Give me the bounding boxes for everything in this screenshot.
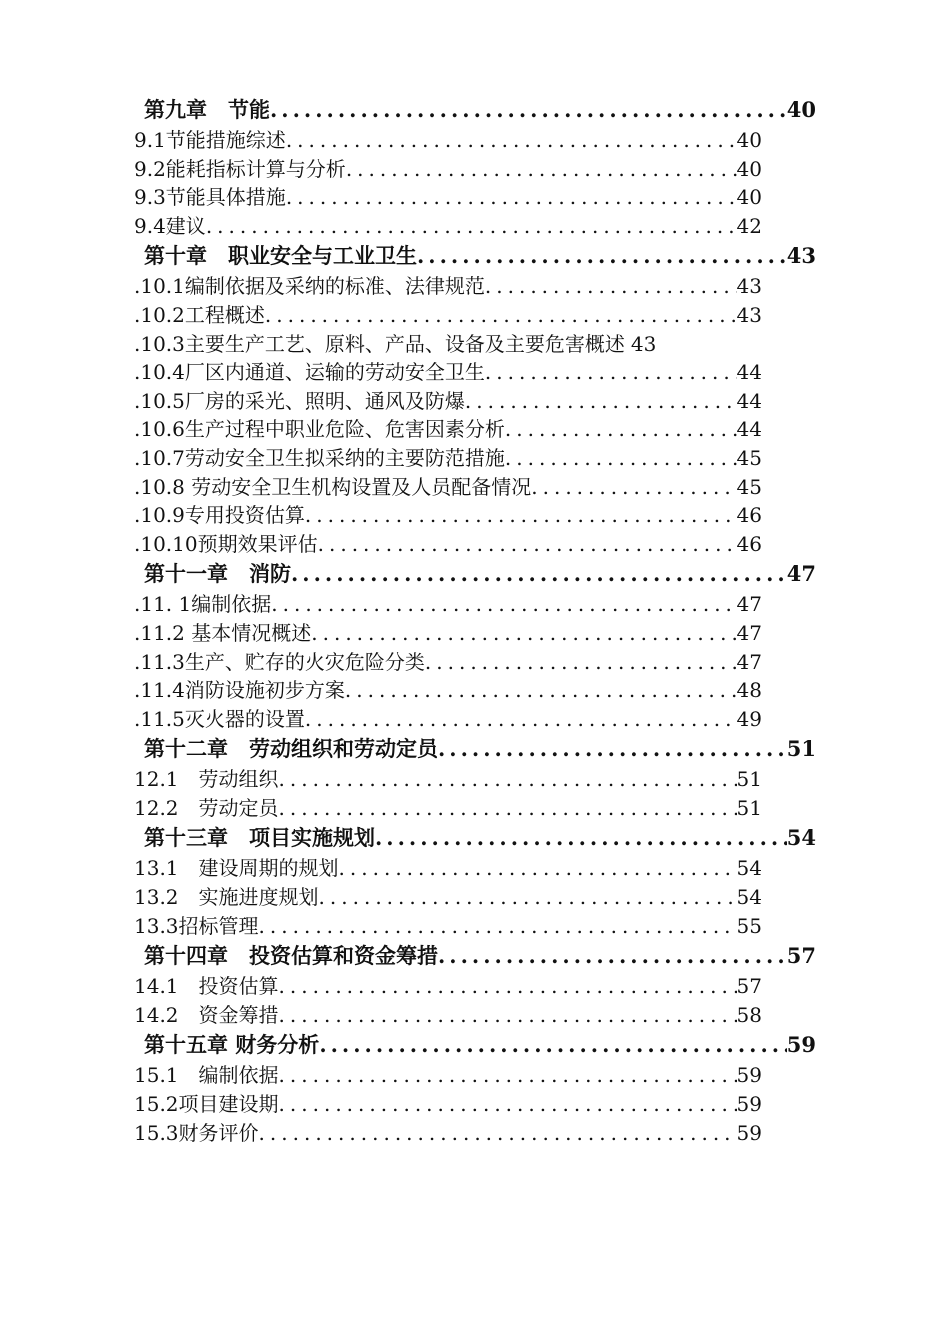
toc-page-number: 47 — [736, 620, 762, 645]
toc-dot-leader — [505, 415, 737, 444]
toc-dot-leader — [305, 501, 737, 530]
toc-section-entry[interactable] — [134, 330, 798, 359]
toc-section-entry[interactable] — [134, 676, 762, 705]
toc-dot-leader — [279, 1061, 737, 1090]
toc-chapter-entry[interactable] — [134, 733, 816, 765]
toc-dot-leader — [279, 972, 737, 1001]
toc-dot-leader — [438, 940, 787, 972]
toc-entry-label: .10.2工程概述 — [134, 302, 265, 327]
toc-dot-leader — [319, 1029, 786, 1061]
toc-entry-label: 15.1 编制依据 — [134, 1063, 279, 1088]
toc-dot-leader — [339, 854, 737, 883]
toc-section-entry[interactable] — [134, 883, 762, 912]
toc-page-number: 44 — [736, 360, 762, 385]
toc-entry-label: .11.5灭火器的设置 — [134, 706, 305, 731]
toc-section-entry[interactable] — [134, 301, 762, 330]
toc-dot-leader — [465, 387, 737, 416]
toc-page-number: 47 — [736, 592, 762, 617]
toc-page-number: 44 — [736, 417, 762, 442]
toc-section-entry[interactable] — [134, 126, 762, 155]
toc-page-number: 54 — [736, 885, 762, 910]
toc-page-number: 40 — [786, 97, 816, 122]
toc-section-entry[interactable] — [134, 212, 762, 241]
toc-page-number: 59 — [736, 1092, 762, 1117]
toc-section-entry[interactable] — [134, 415, 762, 444]
toc-entry-label: 9.3节能具体措施 — [134, 185, 286, 210]
toc-page-number: 40 — [736, 156, 762, 181]
toc-page-number: 46 — [736, 503, 762, 528]
toc-page-number: 55 — [736, 913, 762, 938]
toc-page-number: 46 — [736, 531, 762, 556]
toc-section-entry[interactable] — [134, 1061, 762, 1090]
toc-section-entry[interactable] — [134, 1090, 762, 1119]
toc-page-number: 43 — [786, 243, 816, 269]
toc-section-entry[interactable] — [134, 272, 762, 301]
toc-entry-label: .10.5厂房的采光、照明、通风及防爆 — [134, 388, 465, 413]
toc-dot-leader — [485, 272, 737, 301]
toc-chapter-entry[interactable] — [134, 1029, 816, 1061]
toc-entry-label: 15.2项目建设期 — [134, 1092, 279, 1117]
toc-section-entry[interactable] — [134, 765, 762, 794]
toc-page-number: 48 — [736, 678, 762, 703]
toc-entry-label: 第十二章 劳动组织和劳动定员 — [144, 736, 438, 762]
toc-dot-leader — [286, 126, 737, 155]
toc-page-number: 51 — [786, 736, 816, 762]
toc-entry-label: .10.3主要生产工艺、原料、产品、设备及主要危害概述 — [134, 331, 625, 356]
toc-section-entry[interactable] — [134, 794, 762, 823]
toc-dot-leader — [505, 444, 737, 473]
toc-section-entry[interactable] — [134, 358, 762, 387]
toc-section-entry[interactable] — [134, 705, 762, 734]
toc-page-number: 47 — [736, 649, 762, 674]
toc-dot-leader — [318, 530, 737, 559]
toc-dot-leader — [206, 212, 737, 241]
toc-page-number: 51 — [736, 795, 762, 820]
toc-page-number: 59 — [786, 1032, 816, 1058]
toc-page-number: 54 — [736, 856, 762, 881]
toc-entry-label: .10.10预期效果评估 — [134, 531, 318, 556]
toc-chapter-entry[interactable] — [134, 940, 816, 972]
toc-dot-leader — [279, 765, 737, 794]
toc-dot-leader — [531, 473, 736, 502]
toc-page-number: 51 — [736, 767, 762, 792]
toc-dot-leader — [319, 883, 737, 912]
toc-entry-label: 12.1 劳动组织 — [134, 767, 279, 792]
toc-page-number: 57 — [786, 943, 816, 969]
toc-entry-label: .10.9专用投资估算 — [134, 503, 305, 528]
toc-dot-leader — [291, 558, 787, 590]
toc-chapter-entry[interactable] — [134, 822, 816, 854]
toc-entry-label: 第十一章 消防 — [144, 561, 291, 587]
toc-entry-label: .10.7劳动安全卫生拟采纳的主要防范措施 — [134, 445, 505, 470]
toc-entry-label: 13.3招标管理 — [134, 913, 259, 938]
toc-page-number: 59 — [736, 1120, 762, 1145]
toc-page-number: 45 — [736, 445, 762, 470]
toc-dot-leader — [286, 183, 737, 212]
toc-section-entry[interactable] — [134, 501, 762, 530]
toc-entry-label: 13.2 实施进度规划 — [134, 885, 319, 910]
toc-section-entry[interactable] — [134, 1119, 762, 1148]
toc-section-entry[interactable] — [134, 387, 762, 416]
toc-section-entry[interactable] — [134, 590, 762, 619]
toc-section-entry[interactable] — [134, 183, 762, 212]
toc-section-entry[interactable] — [134, 473, 762, 502]
toc-entry-label: 第十五章 财务分析 — [144, 1032, 320, 1058]
toc-page-number: 47 — [786, 561, 816, 587]
toc-entry-label: 9.1节能措施综述 — [134, 128, 286, 152]
toc-dot-leader — [345, 676, 737, 705]
toc-entry-label: 14.1 投资估算 — [134, 974, 279, 999]
toc-page-number: 49 — [736, 706, 762, 731]
toc-section-entry[interactable] — [134, 1001, 762, 1030]
toc-dot-leader — [438, 733, 787, 765]
toc-page-number: 58 — [736, 1002, 762, 1027]
toc-section-entry[interactable] — [134, 530, 762, 559]
toc-dot-leader — [279, 1001, 737, 1030]
toc-dot-leader — [259, 912, 737, 941]
toc-entry-label: 9.4建议 — [134, 213, 206, 238]
toc-page-number: 57 — [736, 974, 762, 999]
toc-chapter-entry[interactable] — [134, 240, 816, 272]
toc-dot-leader — [485, 358, 737, 387]
toc-page-number: 43 — [630, 331, 657, 356]
toc-entry-label: 15.3财务评价 — [134, 1120, 259, 1145]
toc-section-entry[interactable] — [134, 155, 762, 184]
toc-page-number: 43 — [736, 274, 762, 299]
toc-page-number: 59 — [736, 1063, 762, 1088]
toc-entry-label: .11.3生产、贮存的火灾危险分类 — [134, 649, 425, 674]
toc-section-entry[interactable] — [134, 912, 762, 941]
toc-entry-label: 13.1 建设周期的规划 — [134, 856, 339, 881]
table-of-contents — [134, 94, 824, 1147]
toc-dot-leader — [346, 155, 737, 184]
toc-entry-label: 第九章 节能 — [144, 97, 270, 122]
toc-entry-label: 第十三章 项目实施规划 — [144, 825, 375, 851]
toc-entry-label: 第十章 职业安全与工业卫生 — [144, 243, 417, 269]
toc-dot-leader — [375, 822, 787, 854]
toc-dot-leader — [271, 590, 736, 619]
toc-section-entry[interactable] — [134, 854, 762, 883]
toc-entry-label: 12.2 劳动定员 — [134, 795, 279, 820]
toc-entry-label: .10.1编制依据及采纳的标准、法律规范 — [134, 274, 485, 299]
toc-dot-leader — [279, 794, 737, 823]
toc-entry-label: 第十四章 投资估算和资金筹措 — [144, 943, 438, 969]
toc-entry-label: .11.2 基本情况概述 — [134, 620, 312, 645]
toc-dot-leader — [279, 1090, 737, 1119]
toc-page-number: 44 — [736, 388, 762, 413]
toc-section-entry[interactable] — [134, 444, 762, 473]
toc-page-number: 40 — [736, 185, 762, 210]
toc-dot-leader — [265, 301, 737, 330]
toc-section-entry[interactable] — [134, 972, 762, 1001]
toc-section-entry[interactable] — [134, 648, 762, 677]
toc-dot-leader — [259, 1119, 737, 1148]
toc-page-number: 45 — [736, 474, 762, 499]
toc-dot-leader — [311, 619, 736, 648]
toc-page-number: 54 — [786, 825, 816, 851]
toc-page-number: 42 — [736, 213, 762, 238]
toc-entry-label: .11.4消防设施初步方案 — [134, 678, 345, 703]
toc-page-number: 40 — [736, 128, 762, 152]
toc-entry-label: 9.2能耗指标计算与分析 — [134, 156, 346, 181]
toc-dot-leader — [425, 648, 737, 677]
toc-dot-leader — [417, 240, 787, 272]
toc-entry-label: .10.6生产过程中职业危险、危害因素分析 — [134, 417, 505, 442]
toc-section-entry[interactable] — [134, 619, 762, 648]
toc-chapter-entry[interactable] — [134, 558, 816, 590]
toc-chapter-entry[interactable] — [134, 94, 816, 126]
toc-entry-label: .11. 1编制依据 — [134, 592, 272, 617]
toc-page-number: 43 — [736, 302, 762, 327]
toc-entry-label: .10.8 劳动安全卫生机构设置及人员配备情况 — [134, 474, 532, 499]
toc-dot-leader — [270, 94, 787, 126]
toc-dot-leader — [305, 705, 737, 734]
toc-entry-label: .10.4厂区内通道、运输的劳动安全卫生 — [134, 360, 485, 385]
toc-entry-label: 14.2 资金筹措 — [134, 1002, 279, 1027]
